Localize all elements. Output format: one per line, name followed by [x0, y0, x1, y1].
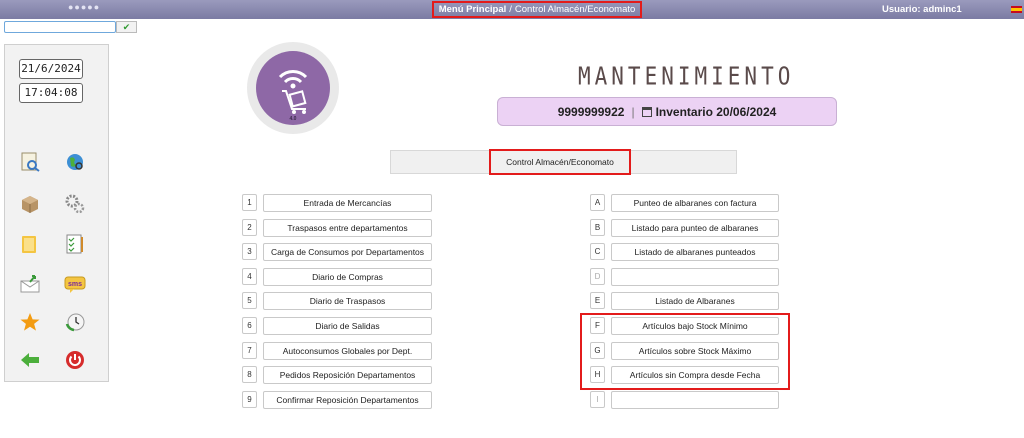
right-key[interactable]: H	[590, 366, 605, 383]
left-option-button[interactable]: Confirmar Reposición Departamentos	[263, 391, 432, 409]
search-row	[4, 21, 137, 33]
right-key[interactable]: D	[590, 268, 605, 285]
right-option-button[interactable]: Artículos sin Compra desde Fecha	[611, 366, 779, 384]
left-option-button[interactable]: Diario de Traspasos	[263, 292, 432, 310]
right-option-button[interactable]	[611, 268, 779, 286]
search-input[interactable]	[4, 21, 116, 33]
left-option-button[interactable]: Diario de Compras	[263, 268, 432, 286]
logo-caption: 4.0	[289, 116, 297, 122]
breadcrumb-current: Control Almacén/Economato	[514, 4, 636, 15]
sms-label: sms	[67, 281, 83, 288]
left-option-button[interactable]: Traspasos entre departamentos	[263, 219, 432, 237]
inventory-date: Inventario 20/06/2024	[655, 104, 777, 119]
right-key[interactable]: G	[590, 342, 605, 359]
right-key[interactable]: B	[590, 219, 605, 236]
breadcrumb-separator: /	[509, 4, 512, 15]
left-key[interactable]: 6	[242, 317, 257, 334]
right-option-button[interactable]	[611, 391, 779, 409]
left-key[interactable]: 4	[242, 268, 257, 285]
breadcrumb-root[interactable]: Menú Principal	[438, 4, 507, 15]
spain-flag-icon[interactable]	[1011, 6, 1022, 13]
globe-icon[interactable]	[64, 151, 86, 173]
right-option-button[interactable]: Artículos sobre Stock Máximo	[611, 342, 779, 360]
left-key[interactable]: 5	[242, 292, 257, 309]
info-box	[497, 97, 837, 126]
sms-icon[interactable]	[64, 273, 86, 295]
left-key[interactable]: 8	[242, 366, 257, 383]
right-option-button[interactable]: Artículos bajo Stock Mínimo	[611, 317, 779, 335]
right-key[interactable]: I	[590, 391, 605, 408]
date-display: 21/6/2024	[19, 59, 83, 79]
right-option-button[interactable]: Listado de albaranes punteados	[611, 243, 779, 261]
highlight-box	[580, 313, 790, 390]
top-bar	[0, 0, 1024, 19]
calendar-icon	[642, 107, 652, 117]
left-option-button[interactable]: Diario de Salidas	[263, 317, 432, 335]
page-title: MANTENIMIENTO	[578, 61, 795, 91]
app-logo	[247, 42, 339, 134]
gears-icon[interactable]	[64, 193, 86, 215]
mail-send-icon[interactable]	[19, 273, 41, 295]
left-option-button[interactable]: Pedidos Reposición Departamentos	[263, 366, 432, 384]
left-option-button[interactable]: Autoconsumos Globales por Dept.	[263, 342, 432, 360]
left-key[interactable]: 9	[242, 391, 257, 408]
right-option-button[interactable]: Listado de Albaranes	[611, 292, 779, 310]
left-key[interactable]: 2	[242, 219, 257, 236]
info-separator: |	[631, 104, 635, 119]
left-key[interactable]: 1	[242, 194, 257, 211]
left-option-button[interactable]: Entrada de Mercancías	[263, 194, 432, 212]
establishment-code: 9999999922	[557, 104, 625, 119]
user-label: Usuario: adminc1	[882, 4, 962, 15]
section-title: Control Almacén/Economato	[489, 149, 631, 175]
check-icon: ✔	[122, 22, 131, 32]
right-option-button[interactable]: Punteo de albaranes con factura	[611, 194, 779, 212]
right-key[interactable]: A	[590, 194, 605, 211]
right-option-button[interactable]: Listado para punteo de albaranes	[611, 219, 779, 237]
left-option-button[interactable]: Carga de Consumos por Departamentos	[263, 243, 432, 261]
left-key[interactable]: 3	[242, 243, 257, 260]
breadcrumb	[432, 1, 642, 18]
search-go-button[interactable]	[116, 21, 137, 33]
app-dots: ●●●●●	[68, 2, 101, 12]
box-icon[interactable]	[19, 193, 41, 215]
sidebar	[4, 44, 109, 382]
power-icon[interactable]	[64, 349, 86, 371]
clock-refresh-icon[interactable]	[64, 311, 86, 333]
time-display: 17:04:08	[19, 83, 83, 103]
right-key[interactable]: F	[590, 317, 605, 334]
right-key[interactable]: E	[590, 292, 605, 309]
back-arrow-icon[interactable]	[19, 349, 41, 371]
checklist-icon[interactable]	[64, 233, 86, 255]
document-search-icon[interactable]	[19, 151, 41, 173]
left-key[interactable]: 7	[242, 342, 257, 359]
right-key[interactable]: C	[590, 243, 605, 260]
star-icon[interactable]	[19, 311, 41, 333]
folder-icon[interactable]	[19, 233, 41, 255]
